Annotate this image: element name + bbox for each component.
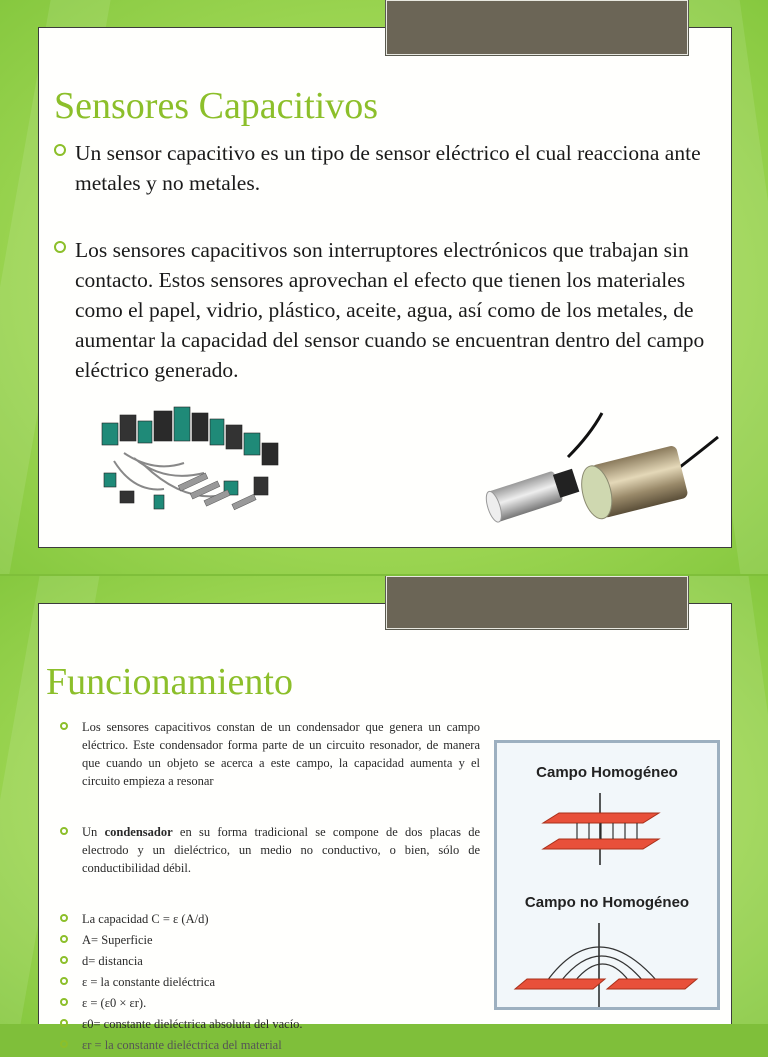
bullet-icon <box>60 956 68 964</box>
title-accent-bar <box>386 576 688 629</box>
homogeneous-label: Campo Homogéneo <box>536 764 678 781</box>
list-item: ε = (ε0 × εr). <box>60 994 480 1012</box>
list-item: Un sensor capacitivo es un tipo de sensor eléctrico el cual reacciona ante metales y no metales. <box>54 138 724 198</box>
list-item: Los sensores capacitivos son interruptores electrónicos que trabajan sin contacto. Estos sensores aprovechan el efecto que tienen los materiales como el papel, vidrio, plástico, aceite, agua, así como de los metales, de aumentar la capacidad del sensor cuando se encuentran dentro del campo eléctrico generado. <box>54 235 724 385</box>
bullet-icon <box>60 914 68 922</box>
non-homogeneous-label: Campo no Homogéneo <box>524 894 690 911</box>
sensors-collection-image <box>94 403 294 518</box>
slide-title: Sensores Capacitivos <box>54 85 379 127</box>
bullet-icon <box>60 998 68 1006</box>
list-item: ε = la constante dieléctrica <box>60 973 480 991</box>
bullet-icon <box>54 241 66 253</box>
list-item: d= distancia <box>60 952 480 970</box>
list-item: εr = la constante dieléctrica del material <box>60 1036 480 1054</box>
bullet-icon <box>60 827 68 835</box>
bullet-icon <box>60 977 68 985</box>
list-item: ε0= constante dieléctrica absoluta del vacío. <box>60 1015 480 1033</box>
title-accent-bar <box>386 0 688 55</box>
bullet-list <box>60 718 480 1057</box>
list-item: La capacidad C = ε (A/d) <box>60 910 480 928</box>
field-diagram-figure <box>494 740 720 1010</box>
list-item: Un condensador en su forma tradicional se compone de dos placas de electrodo y un dieléctrico, un medio no conductivo, o bien, sólo de conductibilidad débil. <box>60 823 480 877</box>
bullet-icon <box>60 935 68 943</box>
bullet-list <box>54 138 724 422</box>
bullet-icon <box>60 1019 68 1027</box>
bullet-icon <box>54 144 66 156</box>
bullet-icon <box>60 722 68 730</box>
field-diagram <box>497 743 717 1007</box>
list-item: A= Superficie <box>60 931 480 949</box>
bullet-icon <box>60 1040 68 1048</box>
cylindrical-sensors-image <box>480 405 720 530</box>
list-item: Los sensores capacitivos constan de un condensador que genera un campo eléctrico. Este condensador forma parte de un circuito resonador, de manera que cuando un objeto se acerca a este campo, la capacidad aumenta y el circuito empieza a resonar <box>60 718 480 790</box>
slide-title: Funcionamiento <box>46 661 293 703</box>
